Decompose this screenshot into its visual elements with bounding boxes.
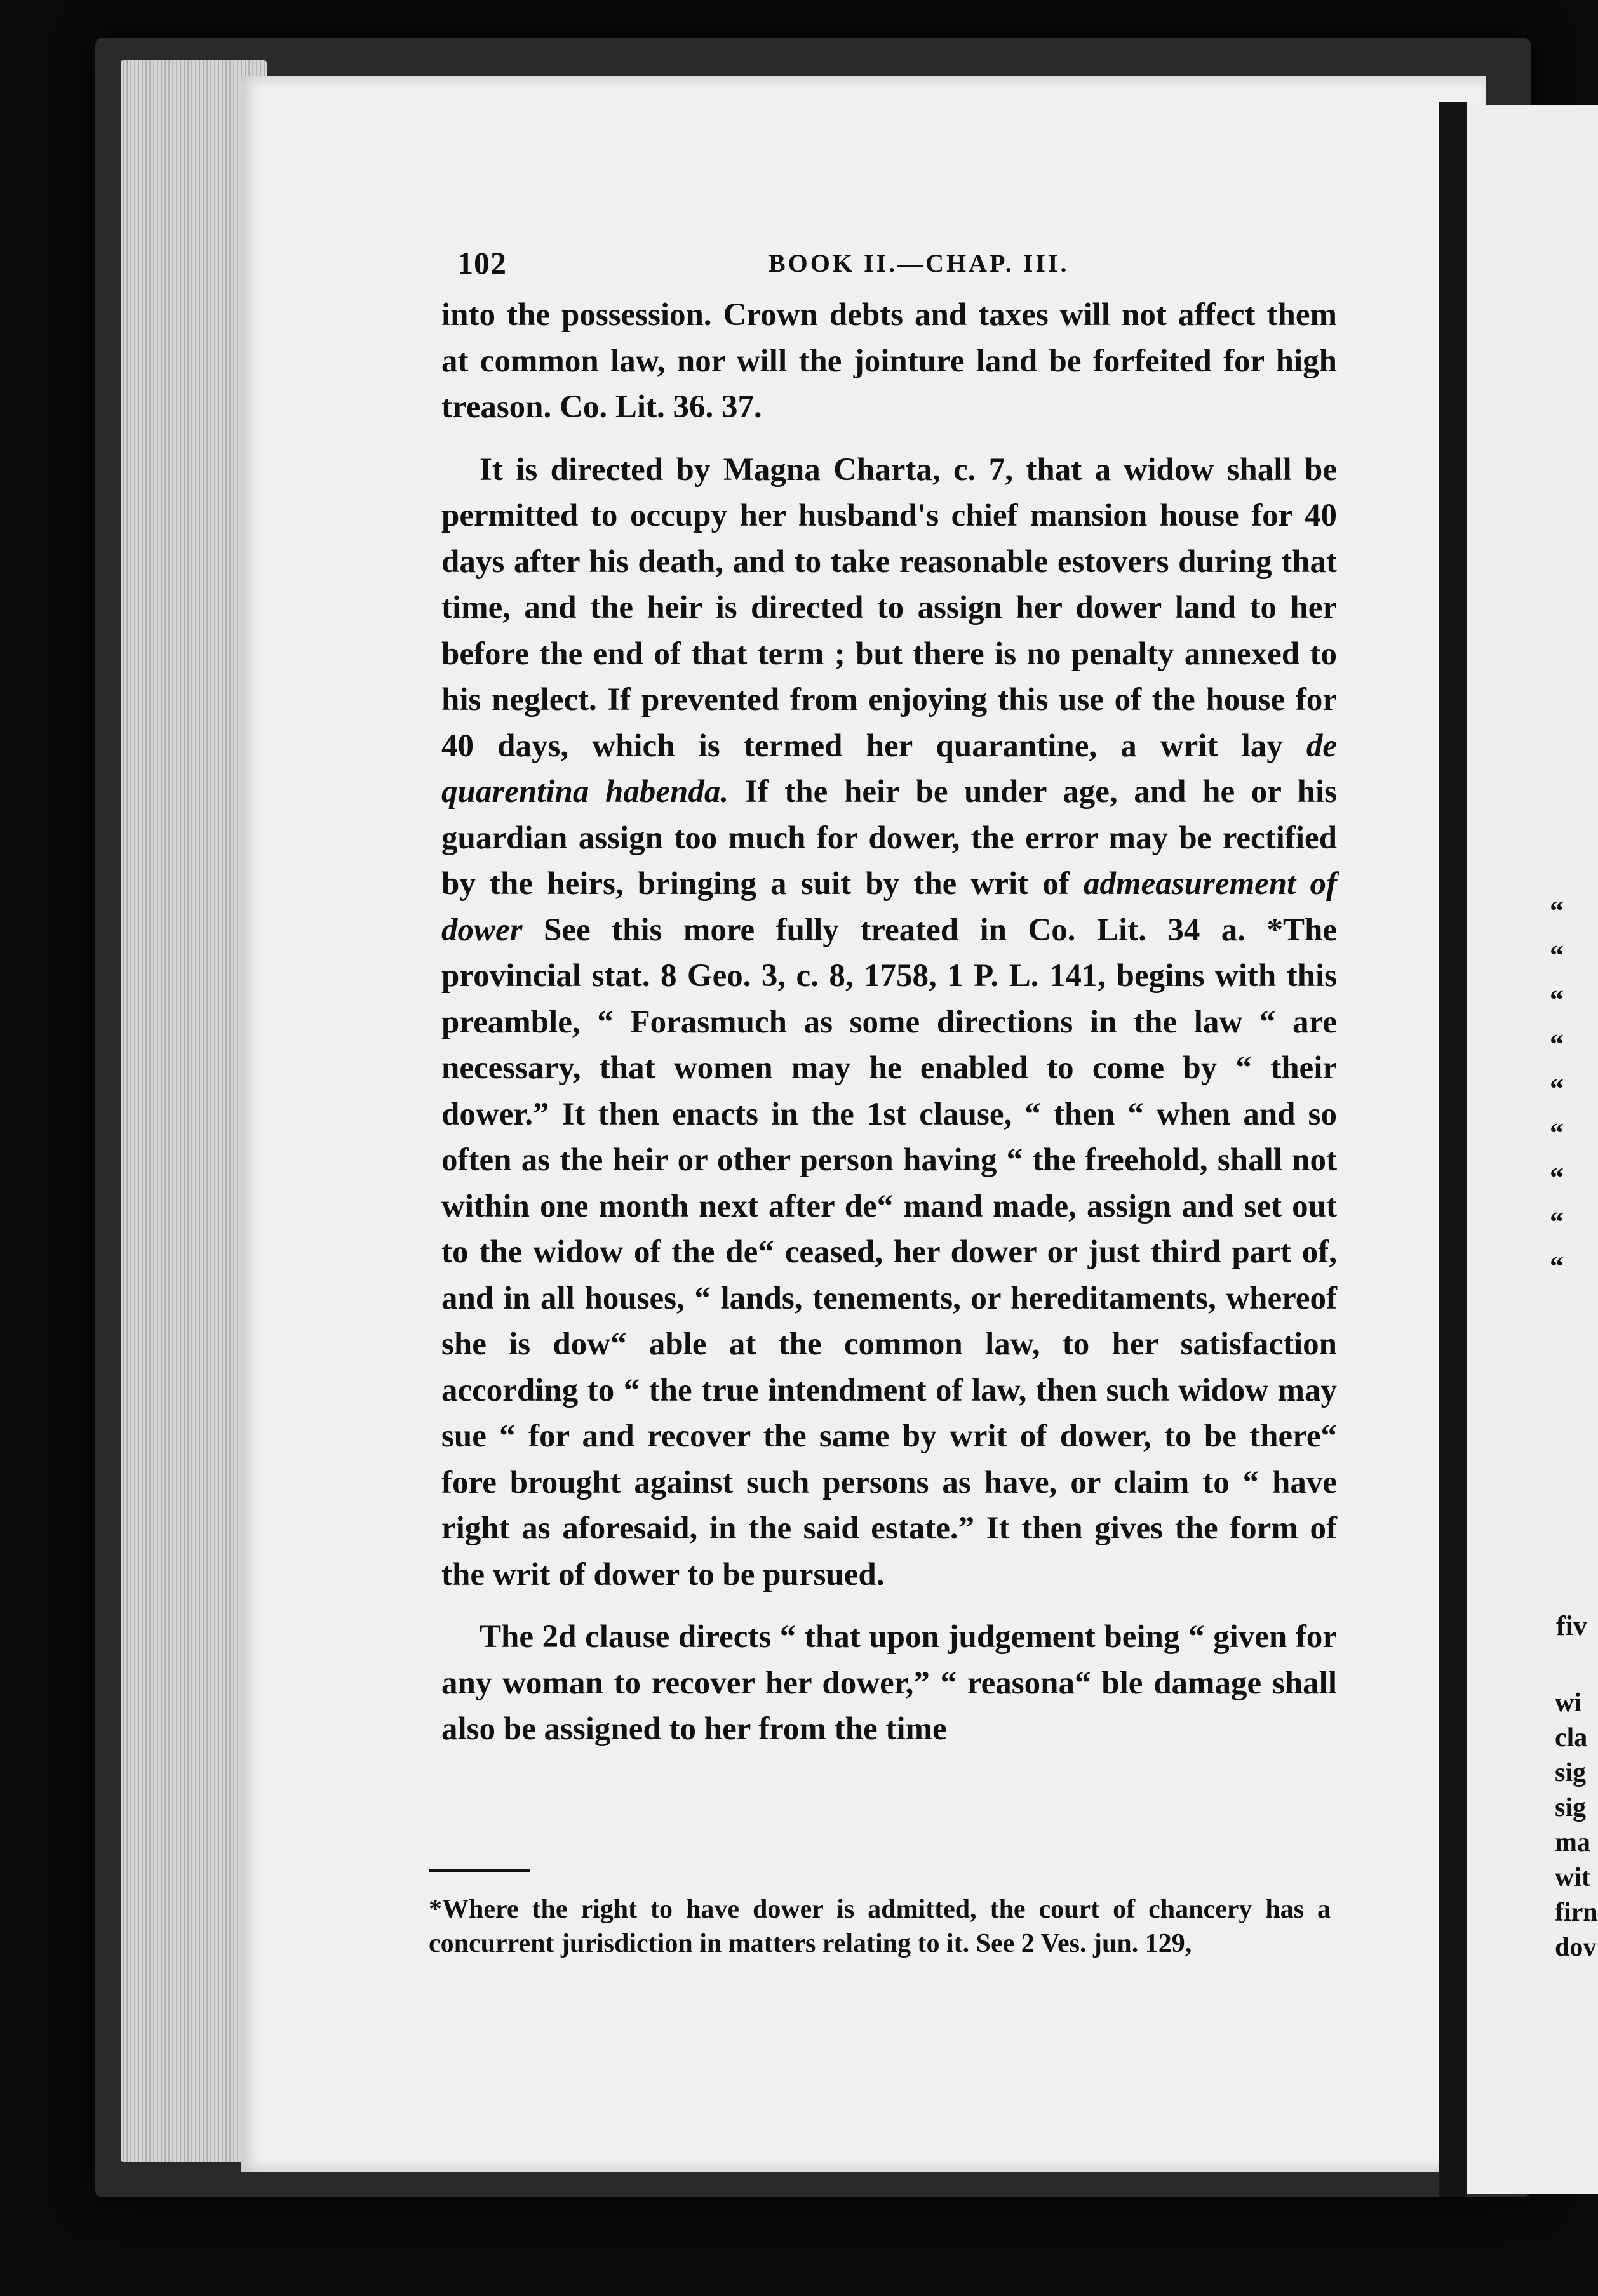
page-number: 102 bbox=[457, 245, 507, 281]
line-fragment: ma bbox=[1555, 1828, 1590, 1857]
quote-mark: “ bbox=[1550, 1073, 1564, 1104]
page-header bbox=[457, 244, 1334, 283]
line-fragment: sig bbox=[1555, 1758, 1587, 1787]
right-page-quote-marks bbox=[1550, 889, 1598, 1289]
running-head: BOOK II.—CHAP. III. bbox=[769, 249, 1070, 277]
paragraph-2-part-a: It is directed by Magna Charta, c. 7, that a widow shall be permitted to occupy her husband's chief mansion house for 40 days after his death, and to take reasonable estovers during that time, and the heir is directed to assign her dower land to her before the end of that term ; but there is no penalty annexed to his neglect. If prevented from enjoying this use of the house for 40 days, which is termed her quarantine, a writ lay bbox=[441, 451, 1337, 764]
paragraph-2-part-c: See this more fully treated in Co. Lit. 34 a. *The provincial stat. 8 Geo. 3, c. 8, 1758, 1 P. L. 141, begins with this preamble, “ Forasmuch as some directions in the law “ are necessary, that women may he enabled to come by “ their dower.” It then enacts in the 1st clause, “ then “ when and so often as the heir or other person having “ the freehold, shall not within one month next after de“ mand made, assign and set out to the widow of the de“ ceased, her dower or just third part of, and in all houses, “ lands, tenements, or hereditaments, whereof she is dow“ able at the common law, to her satisfaction according to “ the true intendment of law, then such widow may sue “ for and recover the same by writ of dower, to be there“ fore brought against such persons as have, or claim to “ have right as aforesaid, in the said estate.” It then gives the form of the writ of dower to be pursued. bbox=[441, 912, 1338, 1592]
footnote-rule bbox=[429, 1869, 530, 1872]
line-fragment: wit bbox=[1555, 1863, 1590, 1892]
quote-mark: “ bbox=[1550, 1118, 1564, 1149]
latin-writ-quarentina: de quarentina habenda. bbox=[441, 728, 1338, 810]
quote-mark: “ bbox=[1550, 1162, 1564, 1193]
right-page-line-fragments bbox=[1555, 1686, 1598, 1965]
quote-mark: “ bbox=[1550, 984, 1564, 1015]
line-fragment: wi bbox=[1555, 1688, 1581, 1718]
line-fragment: firn bbox=[1555, 1898, 1598, 1927]
paragraph-3: The 2d clause directs “ that upon judgement being “ given for any woman to recover her dower,” “ reasona“ ble damage shall also be assigned to her from the time bbox=[441, 1619, 1337, 1747]
footnote bbox=[429, 1892, 1331, 1961]
line-fragment: dov bbox=[1555, 1933, 1597, 1962]
writ-admeasurement: admeasurement of dower bbox=[441, 866, 1337, 948]
main-text bbox=[441, 292, 1337, 1752]
quote-mark: “ bbox=[1550, 895, 1564, 926]
book-gutter bbox=[1439, 102, 1467, 2197]
paragraph-1: into the possession. Crown debts and taxes will not affect them at common law, nor will the jointure land be forfeited for high treason. Co. Lit. 36. 37. bbox=[441, 297, 1337, 425]
footnote-text: *Where the right to have dower is admitted, the court of chancery has a concurrent jurisdiction in matters relating to it. See 2 Ves. jun. 129, bbox=[429, 1895, 1331, 1958]
right-page-fragment: fiv bbox=[1556, 1610, 1587, 1641]
quote-mark: “ bbox=[1550, 1251, 1564, 1282]
quote-mark: “ bbox=[1550, 1029, 1564, 1060]
paragraph-2 bbox=[441, 447, 1337, 1598]
line-fragment: sig bbox=[1555, 1793, 1587, 1822]
paragraph-2-part-b: If the heir be under age, and he or his guardian assign too much for dower, the error may be rectified by the heirs, bringing a suit by the writ of bbox=[441, 774, 1338, 902]
line-fragment: cla bbox=[1555, 1723, 1588, 1752]
quote-mark: “ bbox=[1550, 940, 1564, 971]
quote-mark: “ bbox=[1550, 1206, 1564, 1238]
